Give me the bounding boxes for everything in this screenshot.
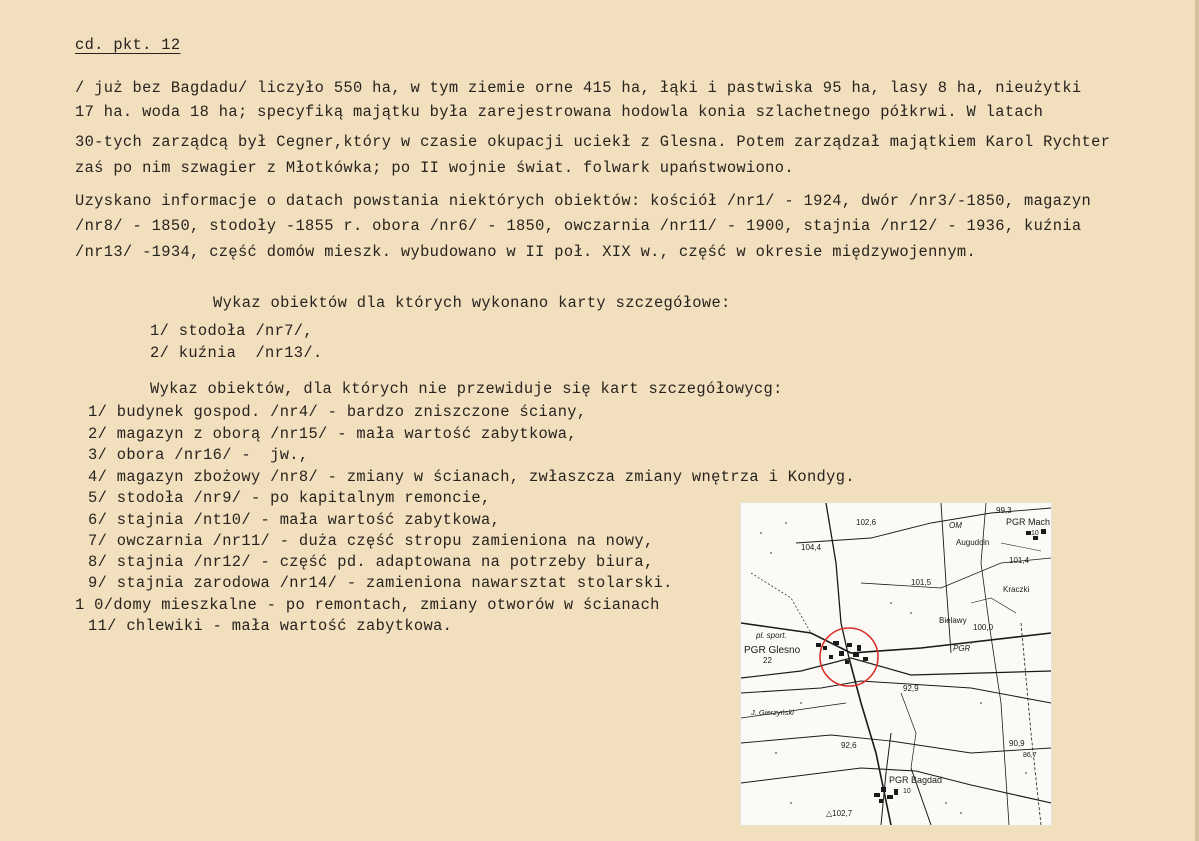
map-label: OM: [949, 521, 962, 530]
list2-item: 2/ magazyn z oborą /nr15/ - mała wartość zabytkowa,: [88, 425, 577, 443]
section-header: cd. pkt. 12: [75, 36, 181, 54]
map-label: Kraczki: [1003, 585, 1030, 594]
map-label: 100,0: [973, 623, 994, 632]
list2-item: 1 0/domy mieszkalne - po remontach, zmiany otworów w ścianach: [75, 596, 660, 614]
map-label: 101,5: [911, 578, 932, 587]
topographic-map-excerpt: [741, 503, 1051, 825]
map-label: pl. sport.: [756, 631, 787, 640]
list2-item: 5/ stodoła /nr9/ - po kapitalnym remoncie,: [88, 489, 491, 507]
map-label: 10: [1031, 530, 1039, 537]
map-label: 10: [903, 788, 911, 795]
list2-item: 8/ stajnia /nr12/ - część pd. adaptowana na potrzeby biura,: [88, 553, 654, 571]
map-label: △102,7: [826, 809, 853, 818]
list2-item: 7/ owczarnia /nr11/ - duża część stropu zamieniona na nowy,: [88, 532, 654, 550]
map-label: PGR Bagdad: [889, 775, 943, 785]
map-label: 101,4: [1009, 556, 1030, 565]
list2-item: 11/ chlewiki - mała wartość zabytkowa.: [88, 617, 453, 635]
map-label: 22: [763, 656, 772, 665]
paragraph-line: Uzyskano informacje o datach powstania niektórych obiektów: kościół /nr1/ - 1924, dwór /nr3/-1850, magazyn: [75, 192, 1092, 210]
map-label: Bielawy: [939, 616, 967, 625]
list2-item: 3/ obora /nr16/ - jw.,: [88, 446, 309, 464]
map-label: 86,7: [1023, 752, 1037, 759]
map-label: 102,6: [856, 518, 877, 527]
paragraph-line: / już bez Bagdadu/ liczyło 550 ha, w tym ziemie orne 415 ha, łąki i pastwiska 95 ha, lasy 8 ha, nieużytki: [75, 79, 1082, 97]
map-drawing: [741, 503, 1051, 825]
list2-item: 9/ stajnia zarodowa /nr14/ - zamieniona nawarsztat stolarski.: [88, 574, 673, 592]
map-label: 99,3: [996, 506, 1012, 515]
paragraph-line: /nr8/ - 1850, stodoły -1855 r. obora /nr6/ - 1850, owczarnia /nr11/ - 1900, stajnia /nr12/ - 1936, kuźnia: [75, 217, 1082, 235]
list2-heading: Wykaz obiektów, dla których nie przewiduje się kart szczegółowycg:: [150, 380, 783, 398]
list2-item: 6/ stajnia /nt10/ - mała wartość zabytkowa,: [88, 511, 501, 529]
map-label: PGR Mach: [1006, 517, 1051, 527]
list1-item: 2/ kuźnia /nr13/.: [150, 344, 323, 362]
map-label: PGR: [953, 644, 971, 653]
paragraph-line: 17 ha. woda 18 ha; specyfiką majątku była zarejestrowana hodowla konia szlachetnego półkrwi. W latach: [75, 103, 1044, 121]
map-label: 92,6: [841, 741, 857, 750]
map-label: 104,4: [801, 543, 822, 552]
map-label: Augudcin: [956, 538, 990, 547]
list2-item: 1/ budynek gospod. /nr4/ - bardzo zniszczone ściany,: [88, 403, 587, 421]
map-labels: [744, 506, 1050, 818]
paragraph-line: 30-tych zarządcą był Cegner,który w czasie okupacji uciekł z Glesna. Potem zarządzał majątkiem Karol Rychter: [75, 133, 1111, 151]
list1-heading: Wykaz obiektów dla których wykonano karty szczegółowe:: [213, 294, 731, 312]
paragraph-line: zaś po nim szwagier z Młotkówka; po II wojnie świat. folwark upaństwowiono.: [75, 159, 794, 177]
list1-item: 1/ stodoła /nr7/,: [150, 322, 313, 340]
map-label: J. Gierzyński: [751, 708, 794, 717]
map-label: 92,9: [903, 684, 919, 693]
map-label: PGR Glesno: [744, 645, 801, 656]
paragraph-line: /nr13/ -1934, część domów mieszk. wybudowano w II poł. XIX w., część w okresie międzywojennym.: [75, 243, 977, 261]
list2-item: 4/ magazyn zbożowy /nr8/ - zmiany w ścianach, zwłaszcza zmiany wnętrza i Kondyg.: [88, 468, 855, 486]
map-label: 90,9: [1009, 739, 1025, 748]
